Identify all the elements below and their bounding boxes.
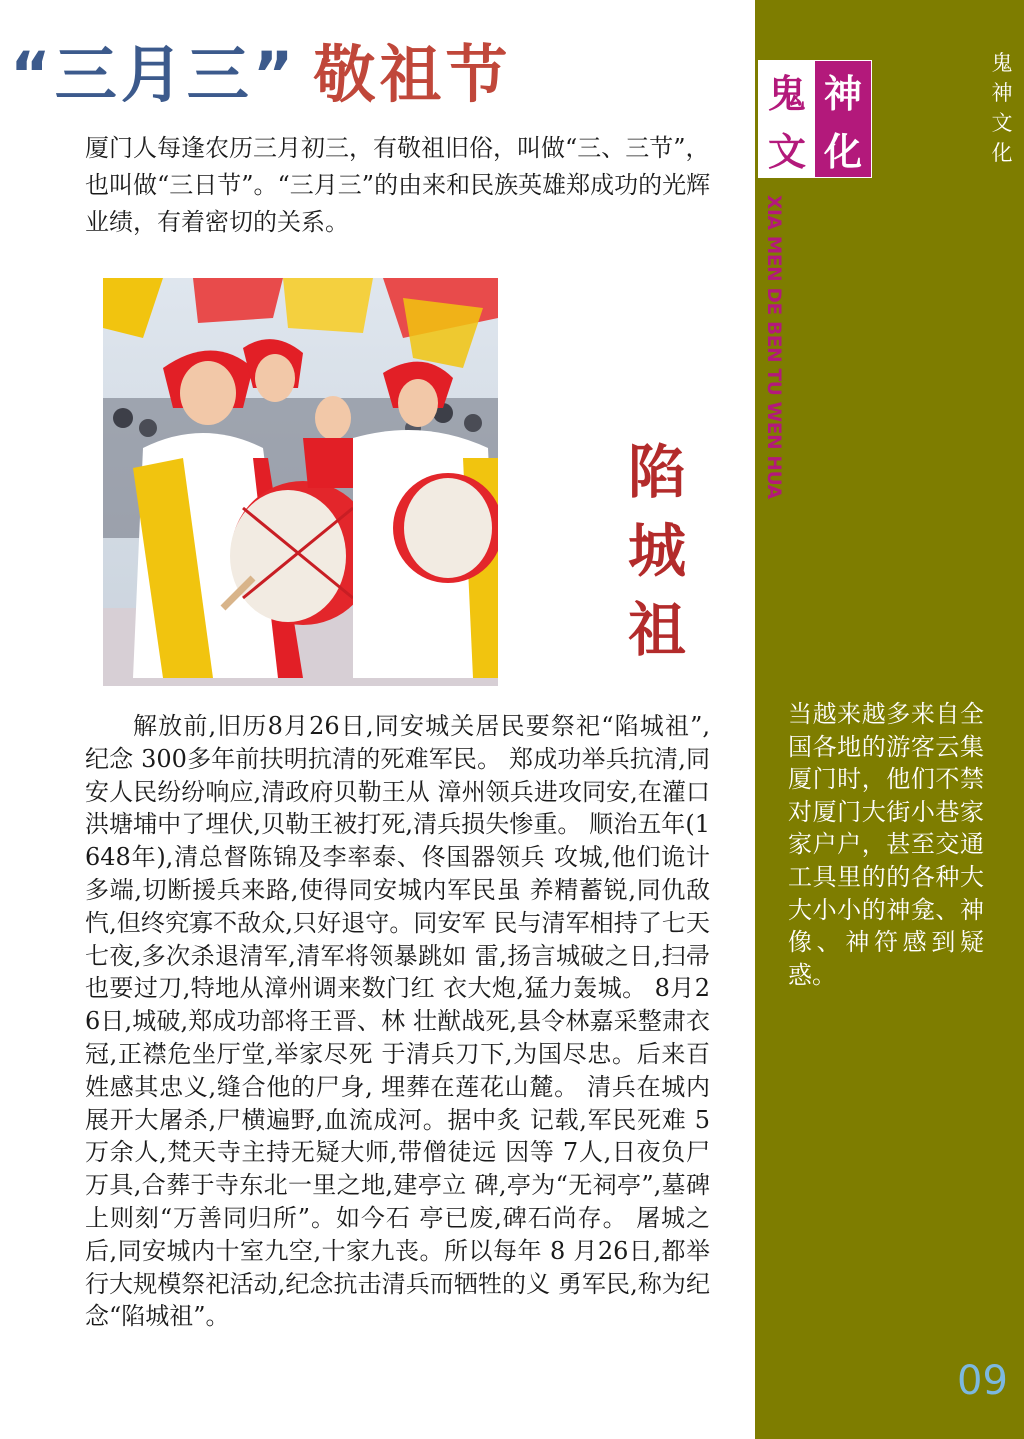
calligraphy-char: 祖 [627, 596, 686, 664]
page-title [10, 30, 512, 120]
sidebar-paragraph: 当越来越多来自全国各地的游客云集厦门时，他们不禁对厦门大街小巷家家户户，甚至交通工具里的的各种大大小小的神龛、神像、神符感到疑惑。 [788, 700, 984, 989]
pinyin-vertical-label [760, 195, 784, 555]
page-number: 09 [957, 1358, 1008, 1404]
intro-paragraph: 厦门人每逢农历三月初三，有敬祖旧俗，叫做“三、三节”，也叫做“三日节”。“三月三”的由来和民族英雄郑成功的光辉业绩，有着密切的关系。 [85, 134, 711, 236]
ghost-culture-logo [758, 60, 872, 178]
sidebar-vertical-title [990, 48, 1014, 168]
vertical-title-char: 鬼 [991, 51, 1013, 75]
title-part-b: 敬祖节 [313, 38, 512, 111]
logo-cell: 神 [815, 61, 871, 119]
calligraphy-char: 城 [627, 517, 686, 585]
title-part-a: “三月三” [10, 38, 298, 111]
vertical-title-char: 文 [991, 111, 1013, 135]
calligraphy-char: 陷 [627, 438, 686, 506]
logo-cell: 化 [815, 119, 871, 177]
logo-cell: 文 [759, 119, 815, 177]
logo-cell: 鬼 [759, 61, 815, 119]
drum-dancers-photo [103, 278, 498, 686]
calligraphy-title [612, 437, 702, 665]
sidebar [755, 0, 1024, 1439]
pinyin-text: XIA MEN DE BEN TU WEN HUA [763, 195, 784, 499]
vertical-title-char: 神 [991, 81, 1013, 105]
vertical-title-char: 化 [991, 141, 1013, 165]
body-paragraph: 解放前,旧历8月26日,同安城关居民要祭祀“陷城祖”, 纪念 300多年前扶明抗清的死难军民。 郑成功举兵抗清,同安人民纷纷响应,清政府贝勒王从 漳州领兵进攻同安,在灌口洪塘埔中了埋伏,贝勒王被打死,清兵损失惨重。 顺治五年(1648年),清总督陈锦及李率泰、佟国器领兵 攻城,他们诡计多端,切断援兵来路,使得同安城内军民虽 养精蓄锐,同仇敌忾,但终究寡不敌众,只好退守。同安军 民与清军相持了七天七夜,多次杀退清军,清军将领暴跳如 雷,扬言城破之日,扫帚也要过刀,特地从漳州调来数门红 衣大炮,猛力轰城。 8月26日,城破,郑成功部将王晋、林 壮猷战死,县令林嘉采整肃衣冠,正襟危坐厅堂,举家尽死 于清兵刀下,为国尽忠。后来百姓感其忠义,缝合他的尸身, 埋葬在莲花山麓。 清兵在城内展开大屠杀,尸横遍野,血流成河。据中炙 记载,军民死难 5万余人,梵天寺主持无疑大师,带僧徒远 因等 7人,日夜负尸万具,合葬于寺东北一里之地,建亭立 碑,亭为“无祠亭”,墓碑上则刻“万善同归所”。如今石 亭已废,碑石尚存。 屠城之后,同安城内十室九空,十家九丧。所以每年 8 月26日,都举行大规模祭祀活动,纪念抗击清兵而牺牲的义 勇军民,称为纪念“陷城祖”。 [85, 712, 710, 1331]
